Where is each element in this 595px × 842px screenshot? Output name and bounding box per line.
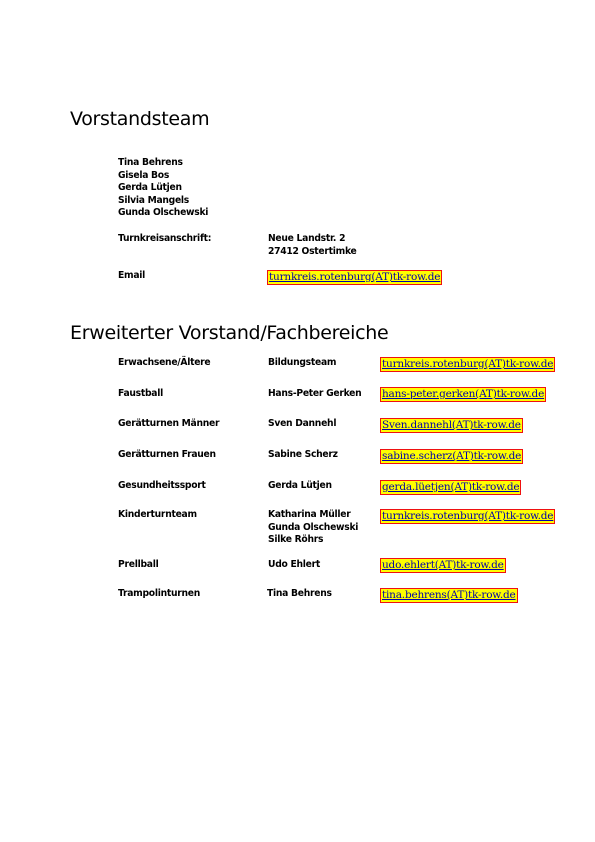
member-name: Tina Behrens bbox=[118, 157, 183, 168]
area-person: Gunda Olschewski bbox=[268, 521, 359, 533]
member-name: Gerda Lütjen bbox=[118, 182, 182, 193]
area-person: Silke Röhrs bbox=[268, 534, 324, 545]
area-label: Gerätturnen Frauen bbox=[118, 449, 216, 460]
area-label: Faustball bbox=[118, 388, 164, 399]
area-label: Gerätturnen Männer bbox=[118, 418, 220, 429]
area-person: Tina Behrens bbox=[267, 588, 332, 599]
section-title-vorstandsteam: Vorstandsteam bbox=[70, 108, 210, 130]
address-label: Turnkreisanschrift: bbox=[118, 233, 212, 244]
area-person-list bbox=[268, 509, 358, 547]
area-label: Kinderturnteam bbox=[118, 509, 197, 520]
email-label: Email bbox=[118, 270, 146, 281]
area-person: Katharina Müller bbox=[268, 509, 351, 520]
address-value bbox=[268, 233, 357, 258]
area-person: Hans-Peter Gerken bbox=[268, 388, 362, 399]
area-person: Sven Dannehl bbox=[268, 418, 337, 429]
member-name: Gisela Bos bbox=[118, 169, 170, 181]
area-person: Udo Ehlert bbox=[268, 559, 320, 570]
area-email-link[interactable]: gerda.lüetjen(AT)tk-row.de bbox=[382, 481, 520, 493]
area-email-link[interactable]: udo.ehlert(AT)tk-row.de bbox=[382, 559, 504, 571]
address-street: Neue Landstr. 2 bbox=[268, 233, 346, 244]
area-email-link[interactable]: sabine.scherz(AT)tk-row.de bbox=[382, 450, 522, 462]
section-title-erweiterter-vorstand: Erweiterter Vorstand/Fachbereiche bbox=[70, 322, 389, 344]
area-email-link[interactable]: turnkreis.rotenburg(AT)tk-row.de bbox=[382, 358, 554, 370]
area-label: Trampolinturnen bbox=[118, 588, 201, 599]
email-link-turnkreis[interactable]: turnkreis.rotenburg(AT)tk-row.de bbox=[269, 271, 441, 283]
area-label: Erwachsene/Ältere bbox=[118, 357, 211, 368]
address-city: 27412 Ostertimke bbox=[268, 245, 357, 257]
area-email-link[interactable]: tina.behrens(AT)tk-row.de bbox=[382, 589, 516, 601]
member-name: Gunda Olschewski bbox=[118, 207, 209, 218]
area-person: Gerda Lütjen bbox=[268, 480, 332, 491]
area-person: Bildungsteam bbox=[268, 357, 337, 368]
area-person: Sabine Scherz bbox=[268, 449, 338, 460]
vorstand-member-list bbox=[118, 157, 208, 220]
area-label: Prellball bbox=[118, 559, 159, 570]
area-email-link[interactable]: hans-peter.gerken(AT)tk-row.de bbox=[382, 388, 545, 400]
area-email-link[interactable]: turnkreis.rotenburg(AT)tk-row.de bbox=[382, 510, 554, 522]
member-name: Silvia Mangels bbox=[118, 194, 190, 206]
area-email-link[interactable]: Sven.dannehl(AT)tk-row.de bbox=[382, 419, 521, 431]
area-label: Gesundheitssport bbox=[118, 480, 206, 491]
